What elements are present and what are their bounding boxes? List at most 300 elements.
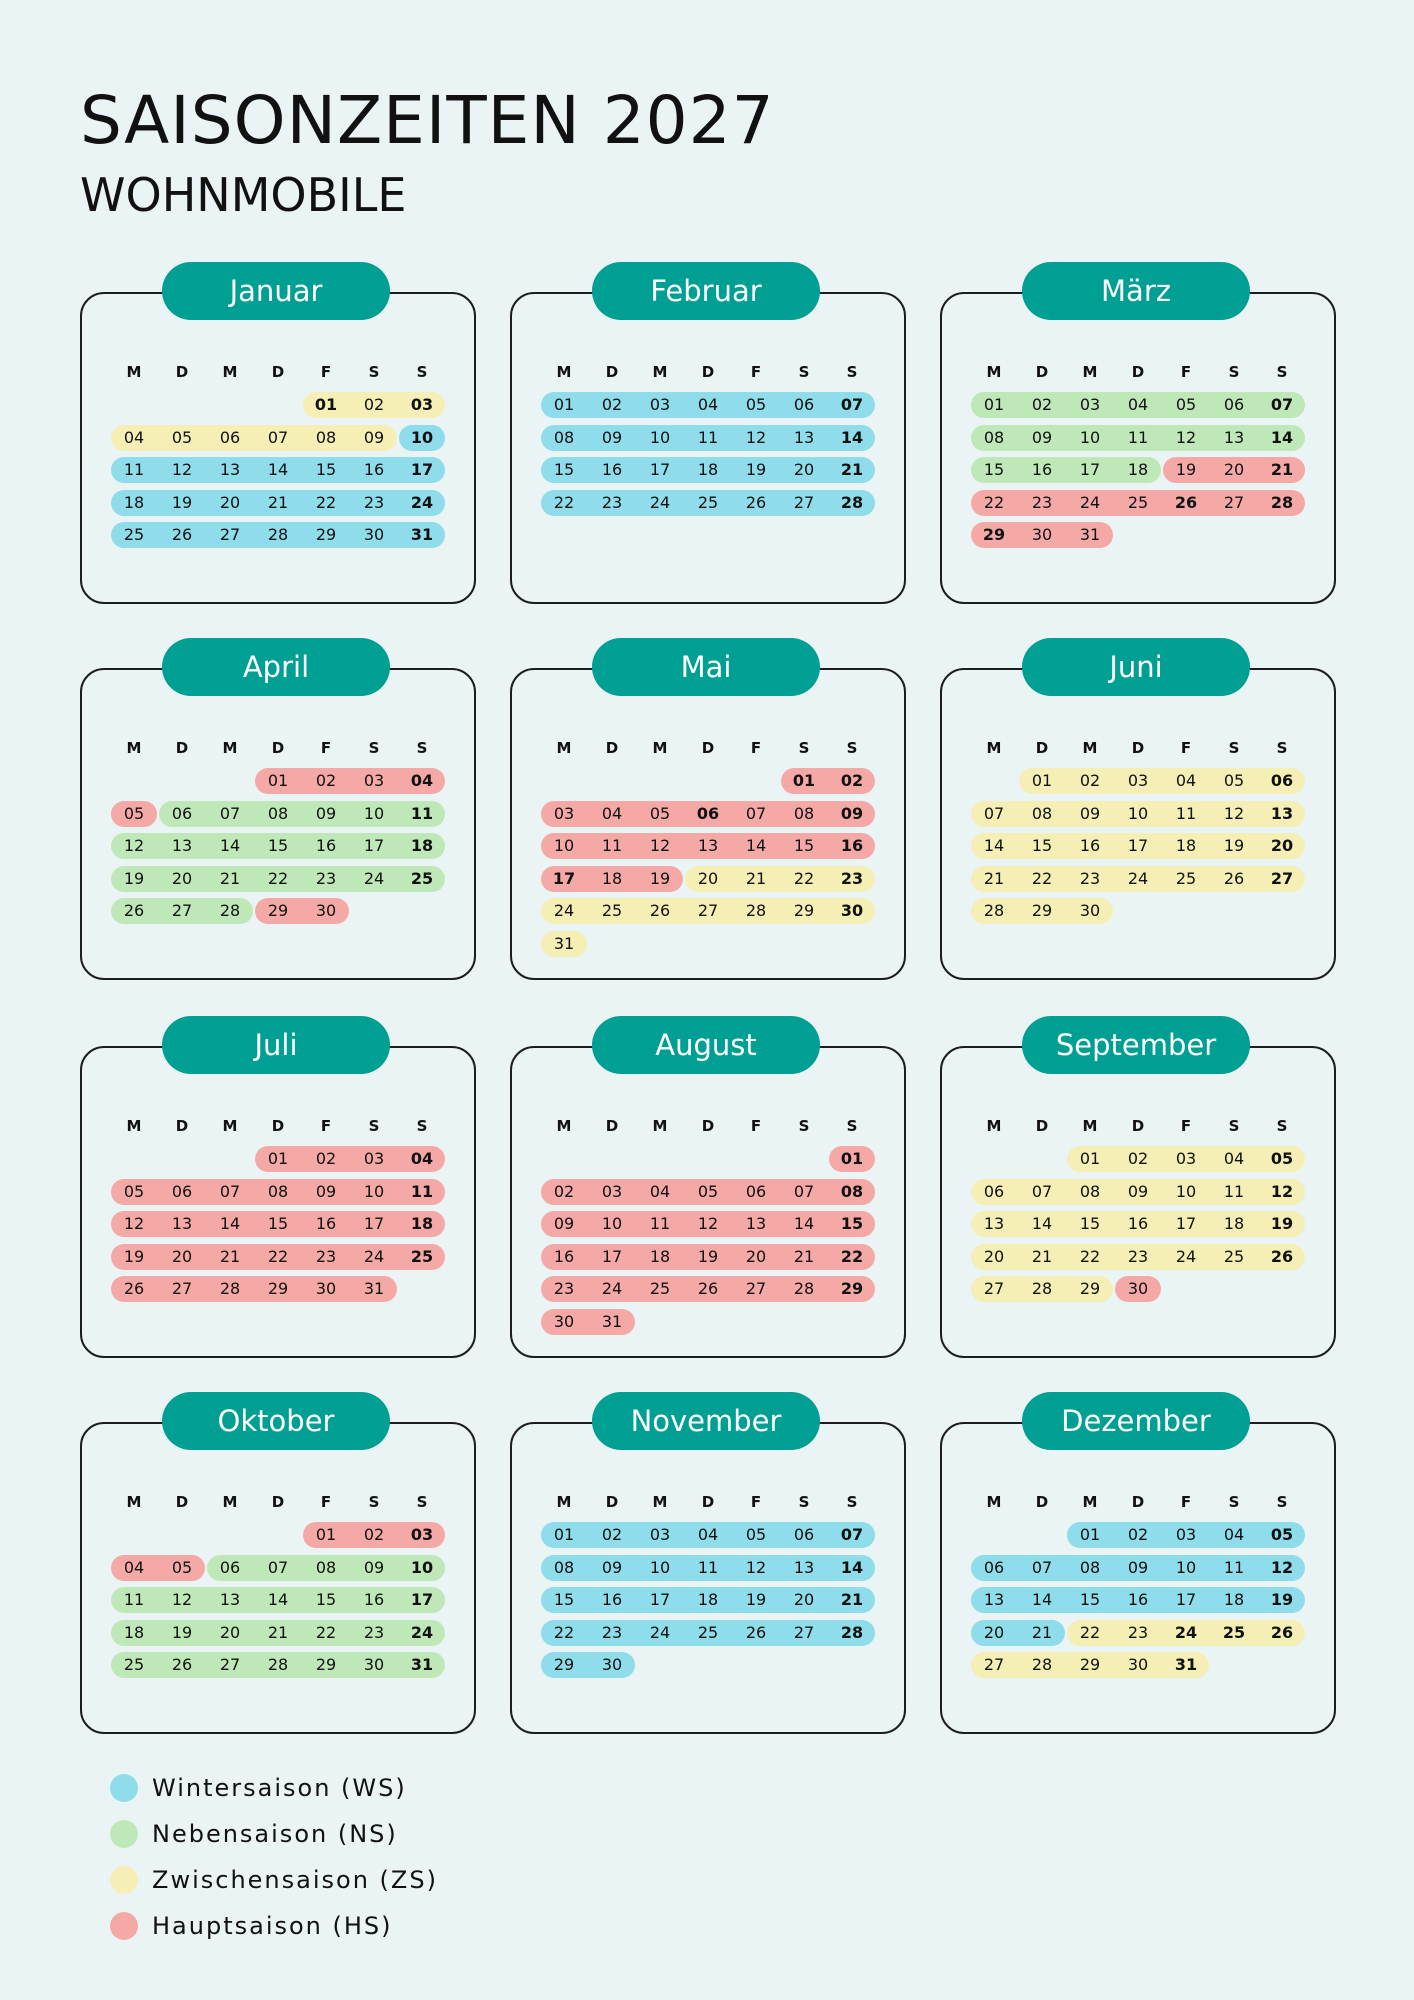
day-cell: 03 xyxy=(1175,1149,1197,1168)
day-cell: 27 xyxy=(697,901,719,920)
weekday-header: S xyxy=(798,363,810,381)
day-cell: 09 xyxy=(553,1214,575,1233)
day-cell: 16 xyxy=(1031,460,1053,479)
day-cell: 12 xyxy=(171,1590,193,1609)
weekday-header: F xyxy=(320,739,332,757)
day-cell: 01 xyxy=(840,1149,864,1168)
day-cell: 24 xyxy=(649,492,671,512)
day-cell: 02 xyxy=(601,395,623,414)
day-cell: 29 xyxy=(840,1279,864,1298)
weekday-header: M xyxy=(986,1493,1002,1511)
day-cell: 12 xyxy=(171,460,193,479)
day-cell: 29 xyxy=(1079,1655,1101,1674)
weekday-header: F xyxy=(750,739,762,757)
weekday-header: S xyxy=(1276,739,1288,757)
day-cell: 27 xyxy=(983,1279,1005,1298)
day-cell: 18 xyxy=(123,492,145,512)
day-cell: 04 xyxy=(1127,395,1149,414)
day-cell: 27 xyxy=(171,901,193,920)
day-cell: 14 xyxy=(267,460,289,479)
day-cell: 26 xyxy=(123,901,145,920)
month-juni xyxy=(940,638,1336,950)
month-title: August xyxy=(592,1016,820,1074)
legend-label: Nebensaison (NS) xyxy=(152,1820,398,1848)
day-cell: 13 xyxy=(219,460,241,479)
day-cell: 17 xyxy=(649,460,671,479)
day-cell: 07 xyxy=(1270,395,1294,414)
day-cell: 05 xyxy=(1223,771,1245,790)
day-cell: 25 xyxy=(410,1246,434,1266)
weekday-header: S xyxy=(368,363,380,381)
day-cell: 25 xyxy=(1222,1622,1246,1642)
day-cell: 05 xyxy=(745,1525,767,1544)
day-cell: 01 xyxy=(315,1525,337,1544)
weekday-header: D xyxy=(605,363,619,381)
day-cell: 22 xyxy=(315,492,337,512)
day-cell: 12 xyxy=(1270,1181,1294,1201)
day-cell: 11 xyxy=(410,1181,434,1201)
day-cell: 28 xyxy=(219,901,241,920)
weekday-header: S xyxy=(846,739,858,757)
day-cell: 13 xyxy=(793,1557,815,1577)
day-cell: 10 xyxy=(410,1557,434,1577)
day-cell: 09 xyxy=(1127,1181,1149,1201)
month-august xyxy=(510,1016,906,1331)
day-cell: 23 xyxy=(840,868,864,888)
day-cell: 12 xyxy=(745,1557,767,1577)
day-cell: 21 xyxy=(219,868,241,888)
day-cell: 13 xyxy=(1270,803,1294,823)
month-title: Oktober xyxy=(162,1392,390,1450)
month-card xyxy=(940,1046,1336,1358)
day-cell: 15 xyxy=(267,836,289,855)
legend-dot-ws xyxy=(110,1774,138,1802)
day-cell: 03 xyxy=(363,771,385,790)
day-cell: 04 xyxy=(697,1525,719,1544)
weekday-header: S xyxy=(368,739,380,757)
day-cell: 20 xyxy=(983,1246,1005,1266)
day-cell: 29 xyxy=(982,525,1006,544)
day-cell: 07 xyxy=(1031,1557,1053,1577)
day-cell: 07 xyxy=(219,1181,241,1201)
day-cell: 22 xyxy=(267,868,289,888)
day-cell: 22 xyxy=(1079,1246,1101,1266)
weekday-header: F xyxy=(320,363,332,381)
day-cell: 19 xyxy=(171,492,193,512)
day-cell: 19 xyxy=(1270,1590,1294,1609)
day-cell: 27 xyxy=(219,1655,241,1674)
month-title: September xyxy=(1022,1016,1250,1074)
day-cell: 18 xyxy=(601,868,623,888)
day-cell: 22 xyxy=(1031,868,1053,888)
weekday-header: S xyxy=(1276,363,1288,381)
weekday-header: D xyxy=(701,1493,715,1511)
day-cell: 08 xyxy=(1079,1181,1101,1201)
day-cell: 29 xyxy=(553,1655,575,1674)
day-cell: 10 xyxy=(410,427,434,447)
day-cell: 01 xyxy=(553,395,575,414)
day-cell: 12 xyxy=(1175,427,1197,447)
day-cell: 30 xyxy=(1079,901,1101,920)
weekday-header: F xyxy=(320,1117,332,1135)
day-cell: 29 xyxy=(315,1655,337,1674)
day-cell: 25 xyxy=(697,492,719,512)
day-cell: 17 xyxy=(1175,1590,1197,1609)
month-card xyxy=(80,1422,476,1734)
day-cell: 22 xyxy=(793,868,815,888)
day-cell: 11 xyxy=(697,427,719,447)
day-cell: 26 xyxy=(745,492,767,512)
legend-dot-ns xyxy=(110,1820,138,1848)
weekday-header: S xyxy=(1276,1117,1288,1135)
day-cell: 23 xyxy=(315,1246,337,1266)
weekday-header: F xyxy=(1180,363,1192,381)
day-cell: 27 xyxy=(1270,868,1294,888)
day-cell: 11 xyxy=(601,836,623,855)
day-cell: 02 xyxy=(1079,771,1101,790)
day-cell: 20 xyxy=(793,1590,815,1609)
weekday-header: S xyxy=(1276,1493,1288,1511)
legend-item-zs xyxy=(110,1857,438,1903)
day-cell: 20 xyxy=(793,460,815,479)
weekday-header: D xyxy=(271,739,285,757)
day-cell: 14 xyxy=(1031,1590,1053,1609)
day-cell: 09 xyxy=(315,1181,337,1201)
page-title: SAISONZEITEN 2027 xyxy=(80,82,775,159)
day-cell: 13 xyxy=(171,836,193,855)
weekday-header: M xyxy=(652,1493,668,1511)
day-cell: 19 xyxy=(697,1246,719,1266)
weekday-header: M xyxy=(556,1493,572,1511)
day-cell: 25 xyxy=(1127,492,1149,512)
day-cell: 16 xyxy=(315,1214,337,1233)
weekday-header: M xyxy=(1082,363,1098,381)
day-cell: 19 xyxy=(745,1590,767,1609)
day-cell: 02 xyxy=(840,771,864,790)
weekday-header: M xyxy=(986,739,1002,757)
month-januar xyxy=(80,262,476,574)
weekday-header: M xyxy=(222,363,238,381)
month-september xyxy=(940,1016,1336,1328)
day-cell: 22 xyxy=(553,1622,575,1642)
day-cell: 09 xyxy=(1127,1557,1149,1577)
day-cell: 19 xyxy=(123,868,145,888)
day-cell: 05 xyxy=(123,803,145,823)
day-cell: 27 xyxy=(219,525,241,544)
day-cell: 23 xyxy=(363,1622,385,1642)
weekday-header: M xyxy=(1082,1493,1098,1511)
day-cell: 16 xyxy=(315,836,337,855)
day-cell: 21 xyxy=(267,492,289,512)
day-cell: 17 xyxy=(410,460,434,479)
day-cell: 24 xyxy=(1127,868,1149,888)
day-cell: 07 xyxy=(840,395,864,414)
day-cell: 20 xyxy=(171,868,193,888)
day-cell: 21 xyxy=(1031,1246,1053,1266)
month-card xyxy=(940,292,1336,604)
day-cell: 21 xyxy=(840,1590,864,1609)
day-cell: 02 xyxy=(315,1149,337,1168)
weekday-header: M xyxy=(556,363,572,381)
month-mai xyxy=(510,638,906,953)
day-cell: 26 xyxy=(649,901,671,920)
legend-label: Zwischensaison (ZS) xyxy=(152,1866,438,1894)
month-juli xyxy=(80,1016,476,1328)
weekday-header: D xyxy=(605,739,619,757)
day-cell: 24 xyxy=(1079,492,1101,512)
weekday-header: S xyxy=(1228,1493,1240,1511)
month-april xyxy=(80,638,476,950)
day-cell: 08 xyxy=(983,427,1005,447)
day-cell: 03 xyxy=(1127,771,1149,790)
day-cell: 07 xyxy=(219,803,241,823)
day-cell: 26 xyxy=(1174,492,1198,512)
month-oktober xyxy=(80,1392,476,1704)
day-cell: 08 xyxy=(267,1181,289,1201)
day-cell: 24 xyxy=(363,1246,385,1266)
weekday-header: S xyxy=(1228,363,1240,381)
weekday-header: M xyxy=(126,739,142,757)
day-cell: 18 xyxy=(410,836,434,855)
weekday-header: D xyxy=(1035,1493,1049,1511)
day-cell: 20 xyxy=(697,868,719,888)
weekday-header: M xyxy=(986,1117,1002,1135)
day-cell: 25 xyxy=(601,901,623,920)
day-cell: 12 xyxy=(697,1214,719,1233)
day-cell: 02 xyxy=(601,1525,623,1544)
month-title: Februar xyxy=(592,262,820,320)
day-cell: 09 xyxy=(315,803,337,823)
weekday-header: S xyxy=(798,1493,810,1511)
day-cell: 01 xyxy=(267,771,289,790)
day-cell: 24 xyxy=(410,492,434,512)
day-cell: 13 xyxy=(1223,427,1245,447)
day-cell: 20 xyxy=(1270,836,1294,855)
day-cell: 07 xyxy=(745,803,767,823)
day-cell: 09 xyxy=(363,1557,385,1577)
weekday-header: M xyxy=(126,363,142,381)
day-cell: 18 xyxy=(697,460,719,479)
day-cell: 05 xyxy=(745,395,767,414)
day-cell: 09 xyxy=(363,427,385,447)
day-cell: 19 xyxy=(745,460,767,479)
day-cell: 29 xyxy=(267,1279,289,1298)
day-cell: 03 xyxy=(410,1525,434,1544)
day-cell: 25 xyxy=(123,1655,145,1674)
day-cell: 17 xyxy=(363,1214,385,1233)
day-cell: 15 xyxy=(315,1590,337,1609)
day-cell: 08 xyxy=(553,427,575,447)
day-cell: 15 xyxy=(315,460,337,479)
weekday-header: M xyxy=(556,1117,572,1135)
day-cell: 12 xyxy=(1223,803,1245,823)
day-cell: 01 xyxy=(314,395,338,414)
day-cell: 08 xyxy=(793,803,815,823)
day-cell: 16 xyxy=(840,836,864,855)
day-cell: 14 xyxy=(983,836,1005,855)
day-cell: 14 xyxy=(267,1590,289,1609)
day-cell: 21 xyxy=(840,460,864,479)
day-cell: 04 xyxy=(601,803,623,823)
day-cell: 13 xyxy=(697,836,719,855)
month-card xyxy=(940,668,1336,980)
day-cell: 12 xyxy=(123,1214,145,1233)
day-cell: 02 xyxy=(363,1525,385,1544)
day-cell: 17 xyxy=(363,836,385,855)
legend xyxy=(110,1765,438,1949)
day-cell: 02 xyxy=(1127,1149,1149,1168)
day-cell: 05 xyxy=(1175,395,1197,414)
day-cell: 23 xyxy=(553,1279,575,1298)
day-cell: 31 xyxy=(553,933,575,953)
day-cell: 17 xyxy=(601,1246,623,1266)
month-dezember xyxy=(940,1392,1336,1704)
day-cell: 23 xyxy=(1127,1246,1149,1266)
day-cell: 17 xyxy=(1079,460,1101,479)
day-cell: 24 xyxy=(601,1279,623,1298)
day-cell: 12 xyxy=(1270,1557,1294,1577)
day-cell: 29 xyxy=(315,525,337,544)
day-cell: 05 xyxy=(171,427,193,447)
day-cell: 19 xyxy=(171,1622,193,1642)
weekday-header: F xyxy=(1180,1117,1192,1135)
day-cell: 08 xyxy=(315,427,337,447)
day-cell: 11 xyxy=(410,803,434,823)
day-cell: 26 xyxy=(1270,1622,1294,1642)
day-cell: 30 xyxy=(315,901,337,920)
day-cell: 06 xyxy=(745,1181,767,1201)
weekday-header: S xyxy=(1228,1117,1240,1135)
day-cell: 29 xyxy=(1079,1279,1101,1298)
day-cell: 22 xyxy=(840,1246,864,1266)
month-title: Mai xyxy=(592,638,820,696)
day-cell: 07 xyxy=(983,803,1005,823)
day-cell: 08 xyxy=(267,803,289,823)
day-cell: 16 xyxy=(601,1590,623,1609)
day-cell: 01 xyxy=(792,771,816,790)
day-cell: 10 xyxy=(1175,1557,1197,1577)
day-cell: 24 xyxy=(363,868,385,888)
weekday-header: D xyxy=(175,739,189,757)
day-cell: 21 xyxy=(1270,460,1294,479)
day-cell: 11 xyxy=(697,1557,719,1577)
day-cell: 24 xyxy=(649,1622,671,1642)
weekday-header: D xyxy=(1131,1117,1145,1135)
day-cell: 26 xyxy=(123,1279,145,1298)
day-cell: 28 xyxy=(840,492,864,512)
day-cell: 30 xyxy=(363,525,385,544)
day-cell: 28 xyxy=(1031,1279,1053,1298)
weekday-header: M xyxy=(652,1117,668,1135)
day-cell: 08 xyxy=(840,1181,864,1201)
day-cell: 10 xyxy=(363,803,385,823)
day-cell: 19 xyxy=(1270,1214,1294,1233)
day-cell: 03 xyxy=(363,1149,385,1168)
day-cell: 31 xyxy=(363,1279,385,1298)
day-cell: 30 xyxy=(363,1655,385,1674)
weekday-header: F xyxy=(1180,739,1192,757)
day-cell: 13 xyxy=(219,1590,241,1609)
weekday-header: M xyxy=(222,1117,238,1135)
day-cell: 28 xyxy=(745,901,767,920)
day-cell: 31 xyxy=(410,1655,434,1674)
day-cell: 29 xyxy=(267,901,289,920)
day-cell: 31 xyxy=(410,525,434,544)
month-card xyxy=(510,668,906,980)
day-cell: 20 xyxy=(219,492,241,512)
day-cell: 01 xyxy=(983,395,1005,414)
month-card xyxy=(80,292,476,604)
weekday-header: F xyxy=(1180,1493,1192,1511)
day-cell: 07 xyxy=(1031,1181,1053,1201)
day-cell: 11 xyxy=(649,1214,671,1233)
day-cell: 12 xyxy=(745,427,767,447)
month-title: November xyxy=(592,1392,820,1450)
weekday-header: D xyxy=(701,739,715,757)
day-cell: 30 xyxy=(1127,1279,1149,1298)
day-cell: 02 xyxy=(1127,1525,1149,1544)
day-cell: 05 xyxy=(697,1181,719,1201)
day-cell: 08 xyxy=(1079,1557,1101,1577)
day-cell: 07 xyxy=(267,427,289,447)
day-cell: 16 xyxy=(363,460,385,479)
day-cell: 25 xyxy=(1175,868,1197,888)
day-cell: 06 xyxy=(983,1557,1005,1577)
day-cell: 07 xyxy=(793,1181,815,1201)
day-cell: 29 xyxy=(793,901,815,920)
day-cell: 12 xyxy=(123,836,145,855)
weekday-header: D xyxy=(1131,1493,1145,1511)
day-cell: 11 xyxy=(123,1590,145,1609)
day-cell: 11 xyxy=(1223,1557,1245,1577)
day-cell: 09 xyxy=(840,803,864,823)
day-cell: 11 xyxy=(123,460,145,479)
day-cell: 25 xyxy=(697,1622,719,1642)
weekday-header: M xyxy=(652,363,668,381)
day-cell: 06 xyxy=(171,803,193,823)
month-card xyxy=(510,292,906,604)
day-cell: 03 xyxy=(553,803,575,823)
weekday-header: D xyxy=(271,1117,285,1135)
day-cell: 09 xyxy=(1079,803,1101,823)
month-card xyxy=(940,1422,1336,1734)
day-cell: 11 xyxy=(1223,1181,1245,1201)
day-cell: 19 xyxy=(1175,460,1197,479)
day-cell: 10 xyxy=(363,1181,385,1201)
day-cell: 27 xyxy=(171,1279,193,1298)
month-märz xyxy=(940,262,1336,574)
day-cell: 16 xyxy=(363,1590,385,1609)
day-cell: 19 xyxy=(123,1246,145,1266)
weekday-header: S xyxy=(846,1117,858,1135)
month-card xyxy=(510,1422,906,1734)
day-cell: 10 xyxy=(1079,427,1101,447)
day-cell: 06 xyxy=(1270,771,1294,790)
day-cell: 10 xyxy=(649,1557,671,1577)
day-cell: 28 xyxy=(219,1279,241,1298)
day-cell: 03 xyxy=(410,395,434,414)
day-cell: 06 xyxy=(983,1181,1005,1201)
day-cell: 18 xyxy=(1127,460,1149,479)
day-cell: 16 xyxy=(553,1246,575,1266)
day-cell: 03 xyxy=(601,1181,623,1201)
day-cell: 13 xyxy=(983,1590,1005,1609)
day-cell: 18 xyxy=(123,1622,145,1642)
day-cell: 31 xyxy=(601,1311,623,1331)
day-cell: 27 xyxy=(793,492,815,512)
day-cell: 04 xyxy=(123,427,145,447)
day-cell: 31 xyxy=(1079,525,1101,544)
